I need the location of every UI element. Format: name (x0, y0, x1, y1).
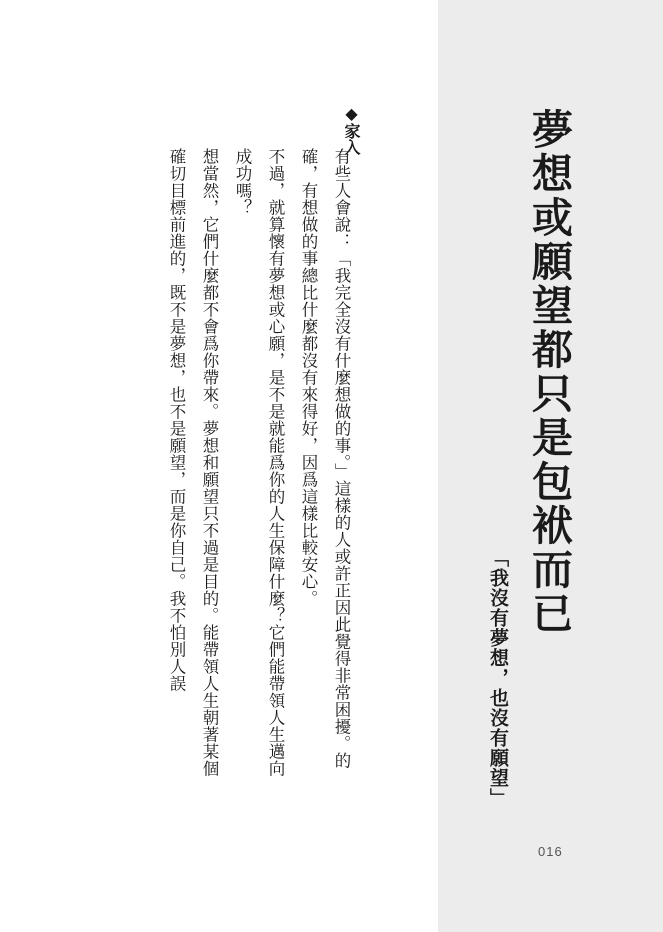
page-number: 016 (538, 844, 563, 859)
chapter-title: 夢想或願望都只是包袱而已 (525, 108, 573, 636)
section-heading: ◆家入 (342, 104, 361, 155)
paragraph: 不過，就算懷有夢想或心願，是不是就能爲你的人生保障什麼？它們能帶領人生邁向成功嗎？ (233, 148, 285, 777)
chapter-subtitle: 「我沒有夢想，也沒有願望」 (487, 548, 509, 808)
body-text (160, 148, 358, 788)
paragraph: 想當然，它們什麼都不會爲你帶來。夢想和願望只不過是目的。能帶領人生朝著某個確切目標前進的，既不是夢想，也不是願望，而是你自己。我不怕別人誤 (167, 148, 219, 777)
paragraph: 有些人會說：「我完全沒有什麼想做的事。」這樣的人或許正因此覺得非常困擾。的確，有想做的事總比什麼都沒有來得好，因爲這樣比較安心。 (299, 148, 351, 769)
